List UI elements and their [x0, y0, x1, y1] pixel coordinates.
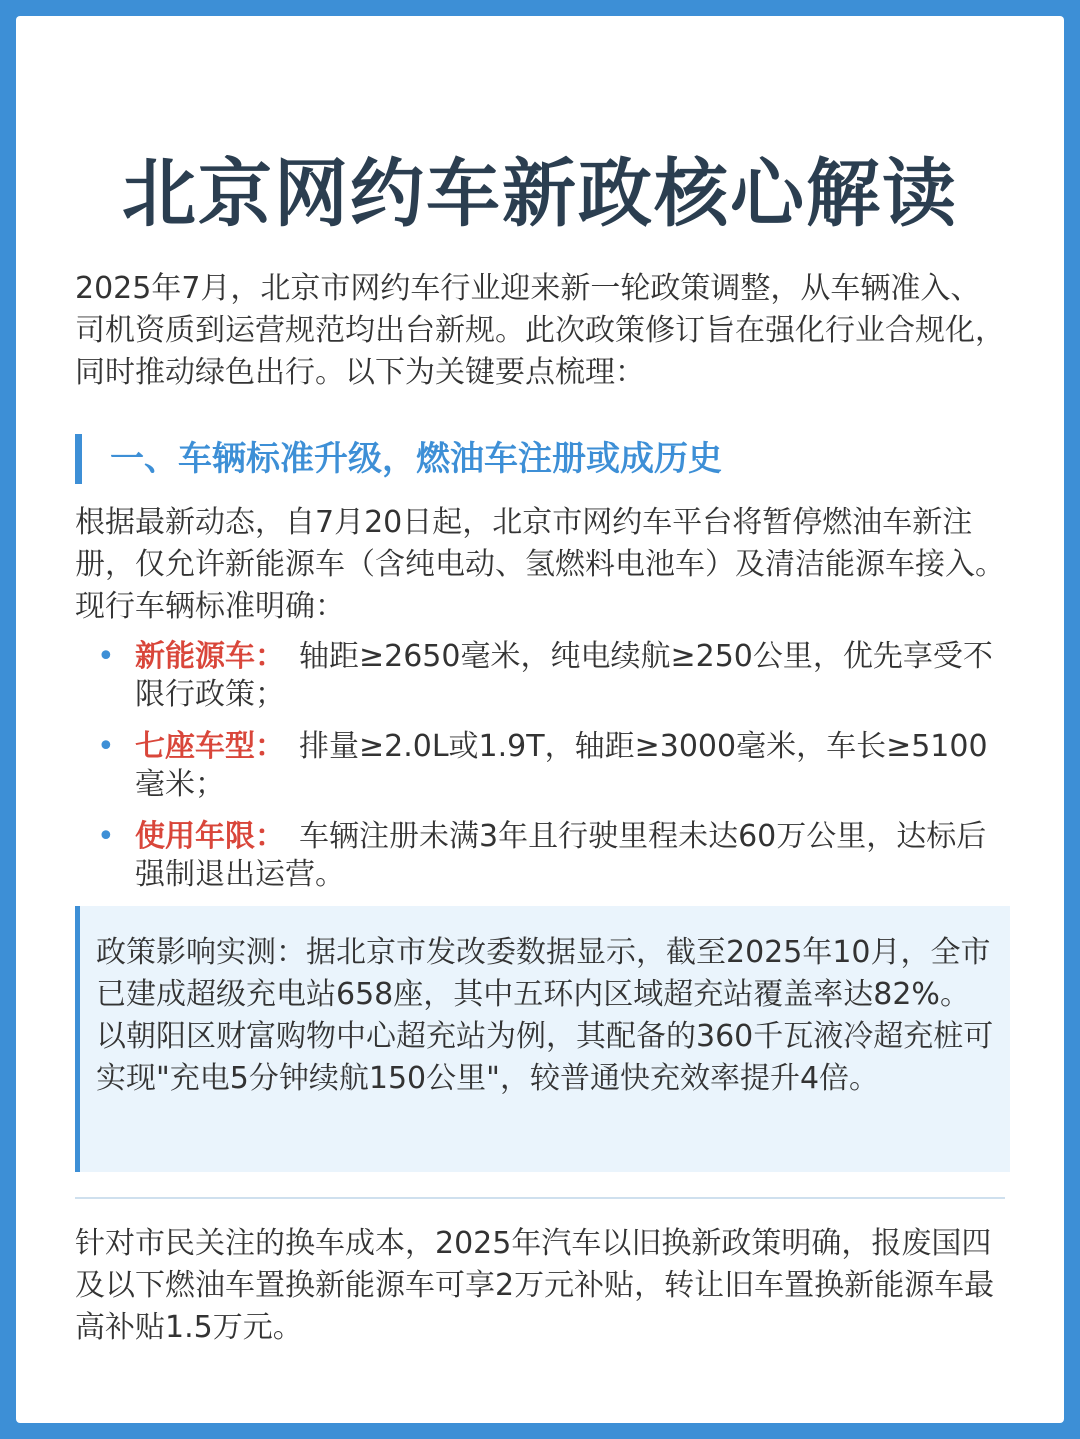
bullet-text: 排量≥2.0L或1.9T，轴距≥3000毫米，车长≥5100毫米； — [135, 729, 988, 802]
list-item — [75, 818, 1010, 894]
bullet-label: 新能源车： — [135, 639, 285, 674]
list-item — [75, 728, 1010, 804]
footer-paragraph: 针对市民关注的换车成本，2025年汽车以旧换新政策明确，报废国四及以下燃油车置换新能源车可享2万元补贴，转让旧车置换新能源车最高补贴1.5万元。 — [75, 1226, 995, 1345]
bullet-text: 轴距≥2650毫米，纯电续航≥250公里，优先享受不限行政策； — [135, 639, 993, 712]
bullet-dot-icon: • — [97, 729, 115, 764]
callout-text: 政策影响实测：据北京市发改委数据显示，截至2025年10月，全市已建成超级充电站658座，其中五环内区域超充站覆盖率达82%。以朝阳区财富购物中心超充站为例，其配备的360千瓦液冷超充桩可实现"充电5分钟续航150公里"，较普通快充效率提升4倍。 — [96, 935, 994, 1096]
bullet-label: 七座车型： — [135, 729, 285, 764]
standards-list — [75, 638, 1010, 908]
bullet-dot-icon: • — [97, 819, 115, 854]
section-body: 根据最新动态，自7月20日起，北京市网约车平台将暂停燃油车新注册，仅允许新能源车（含纯电动、氢燃料电池车）及清洁能源车接入。现行车辆标准明确： — [75, 505, 1005, 624]
policy-impact-callout — [75, 906, 1010, 1172]
article-card — [16, 16, 1064, 1423]
bullet-label: 使用年限： — [135, 819, 285, 854]
divider — [75, 1197, 1005, 1199]
intro-paragraph: 2025年7月，北京市网约车行业迎来新一轮政策调整，从车辆准入、司机资质到运营规范均出台新规。此次政策修订旨在强化行业合规化，同时推动绿色出行。以下为关键要点梳理： — [75, 271, 1005, 390]
page-title: 北京网约车新政核心解读 — [122, 151, 958, 237]
section-heading: 一、车辆标准升级，燃油车注册或成历史 — [75, 434, 1010, 484]
list-item — [75, 638, 1010, 714]
bullet-dot-icon: • — [97, 639, 115, 674]
bullet-text: 车辆注册未满3年且行驶里程未达60万公里，达标后强制退出运营。 — [135, 819, 987, 892]
